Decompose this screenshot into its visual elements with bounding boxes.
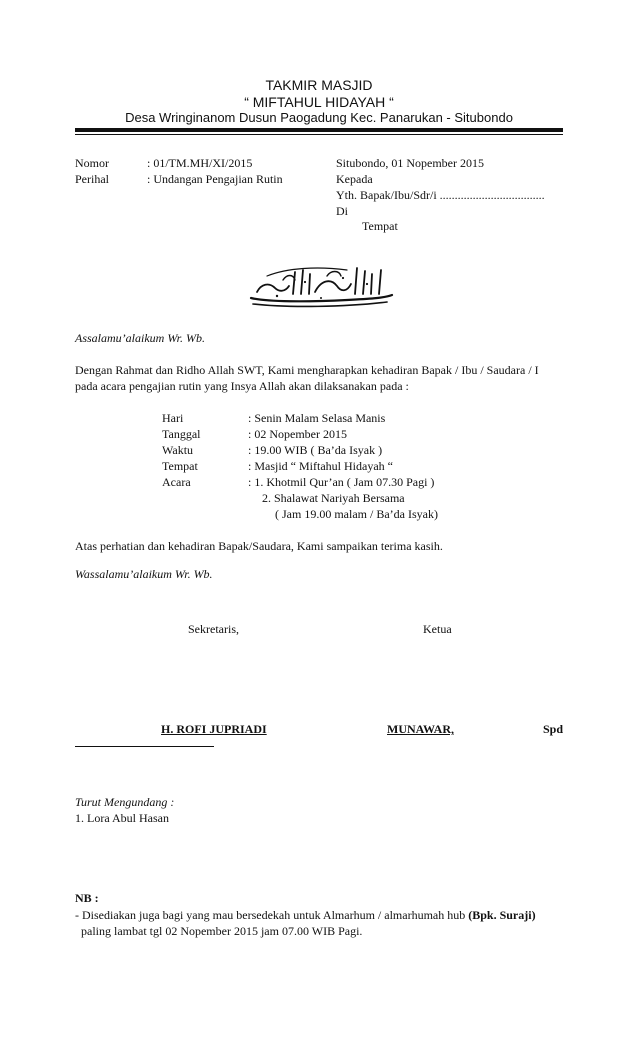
tempat-address: Tempat xyxy=(362,219,398,233)
signature-name-left: H. ROFI JUPRIADI xyxy=(161,722,267,736)
recipient: Yth. Bapak/Ibu/Sdr/i ................................... xyxy=(336,188,545,202)
detail-label-waktu: Waktu xyxy=(162,443,194,457)
body-line-1: Dengan Rahmat dan Ridho Allah SWT, Kami mengharapkan kehadiran Bapak / Ibu / Saudara / I xyxy=(75,363,539,377)
signature-underline xyxy=(75,746,214,747)
turut-title: Turut Mengundang : xyxy=(75,795,175,809)
di: Di xyxy=(336,204,348,218)
signature-name-right-text: MUNAWAR, xyxy=(387,722,454,736)
header-rule-thin xyxy=(75,134,563,135)
detail-value-tempat: : Masjid “ Miftahul Hidayah “ xyxy=(248,459,393,473)
mosque-name: “ MIFTAHUL HIDAYAH “ xyxy=(244,94,394,110)
address: Desa Wringinanom Dusun Paogadung Kec. Panarukan - Situbondo xyxy=(125,110,513,125)
nb-title: NB : xyxy=(75,891,99,905)
signature-suffix: Spd xyxy=(542,722,563,736)
nomor-label: Nomor xyxy=(75,156,109,170)
signature-name-right xyxy=(387,722,563,737)
header-rule-thick xyxy=(75,128,563,132)
detail-value-waktu: : 19.00 WIB ( Ba’da Isyak ) xyxy=(248,443,383,457)
greeting: Assalamu’alaikum Wr. Wb. xyxy=(75,331,205,345)
signature-title-left: Sekretaris, xyxy=(188,622,239,636)
nomor-value: : 01/TM.MH/XI/2015 xyxy=(147,156,253,170)
detail-value-tanggal: : 02 Nopember 2015 xyxy=(248,427,347,441)
turut-item: 1. Lora Abul Hasan xyxy=(75,811,169,825)
perihal-label: Perihal xyxy=(75,172,109,186)
body-line-2: pada acara pengajian rutin yang Insya Allah akan dilaksanakan pada : xyxy=(75,379,409,393)
place-date: Situbondo, 01 Nopember 2015 xyxy=(336,156,484,170)
detail-label-tanggal: Tanggal xyxy=(162,427,201,441)
nb-line-1 xyxy=(75,908,536,923)
acara-item-2-time: ( Jam 19.00 malam / Ba’da Isyak) xyxy=(275,507,438,521)
kepada: Kepada xyxy=(336,172,373,186)
acara-item-2: 2. Shalawat Nariyah Bersama xyxy=(262,491,405,505)
signature-title-right: Ketua xyxy=(423,622,452,636)
detail-value-hari: : Senin Malam Selasa Manis xyxy=(248,411,386,425)
perihal-value: : Undangan Pengajian Rutin xyxy=(147,172,283,186)
nb-contact: (Bpk. Suraji) xyxy=(468,908,536,922)
detail-label-acara: Acara xyxy=(162,475,191,489)
closing-text: Atas perhatian dan kehadiran Bapak/Saudara, Kami sampaikan terima kasih. xyxy=(75,539,443,553)
detail-value-acara: : 1. Khotmil Qur’an ( Jam 07.30 Pagi ) xyxy=(248,475,435,489)
nb-line-2: paling lambat tgl 02 Nopember 2015 jam 07.00 WIB Pagi. xyxy=(81,924,363,938)
detail-label-tempat: Tempat xyxy=(162,459,198,473)
org-title: TAKMIR MASJID xyxy=(265,77,373,93)
nb-line-1-text: - Disediakan juga bagi yang mau bersedekah untuk Almarhum / almarhumah hub xyxy=(75,908,466,922)
farewell: Wassalamu’alaikum Wr. Wb. xyxy=(75,567,213,581)
basmalah-calligraphy-icon xyxy=(247,262,395,308)
detail-label-hari: Hari xyxy=(162,411,184,425)
